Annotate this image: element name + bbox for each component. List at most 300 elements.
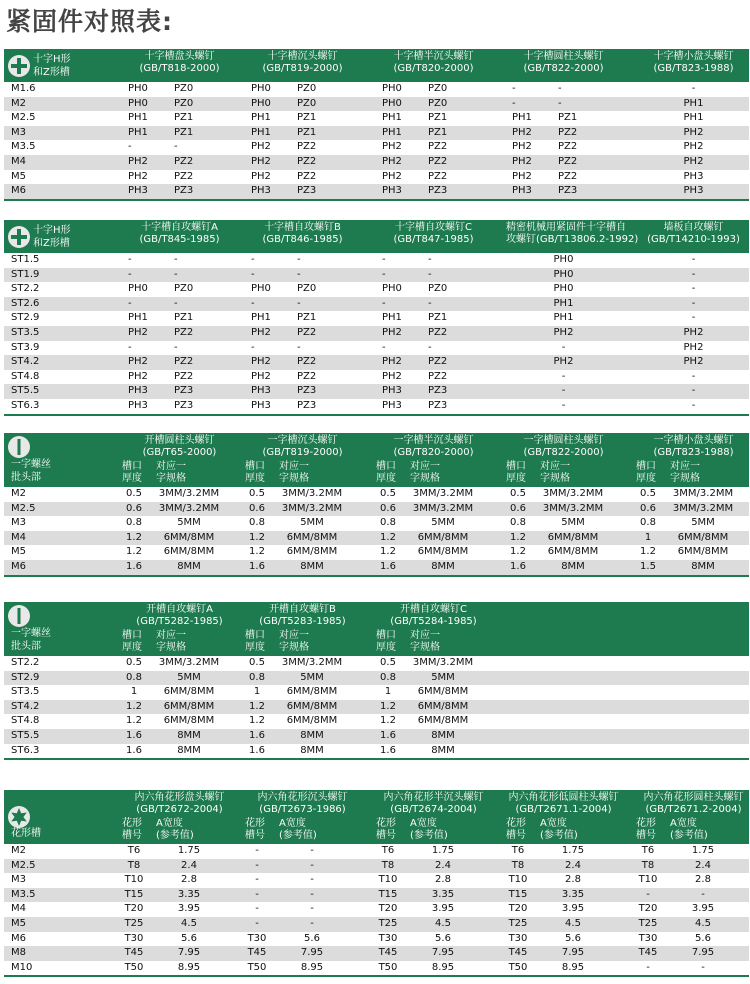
value-cell: T45 [638,947,658,959]
table-row [4,341,749,356]
table-row [4,253,749,268]
table-row [4,126,749,141]
value-cell: 5MM [177,517,201,529]
value-cell: 3.35 [177,888,201,900]
table-body [4,844,749,975]
value-cell: PZ1 [558,112,578,124]
value-cell: PZ2 [558,141,578,153]
value-cell: 0.6 [126,502,142,514]
column-header: 开槽自攻螺钉B (GB/T5283-1985) [259,604,346,627]
value-cell: T20 [638,903,658,915]
value-cell: 0.6 [380,502,396,514]
value-cell: 1.6 [249,560,265,572]
value-cell: - [428,341,432,353]
value-cell: PZ3 [428,399,448,411]
value-cell: - [428,254,432,265]
phillips-cross-icon [8,55,30,77]
table-slotted [4,602,749,760]
value-cell: PZ2 [558,155,578,167]
value-cell: 6MM/8MM [417,531,469,543]
value-cell: 4.5 [435,917,451,929]
value-cell: - [701,888,705,900]
column-header: 内六角花形盘头螺钉 (GB/T2672-2004) [134,792,225,815]
value-cell: T8 [641,859,655,871]
value-cell: - [255,903,259,915]
value-cell: - [128,268,132,280]
value-cell: - [382,297,386,309]
value-cell: PZ3 [297,185,317,197]
value-cell: PZ1 [297,112,317,124]
value-cell: PZ3 [428,385,448,397]
value-cell: 8MM [177,744,201,756]
value-cell: 1.6 [380,729,396,741]
size-cell: M6 [11,560,26,572]
row-header-label: 十字H形 和Z形槽 [33,53,71,78]
value-cell: PZ0 [428,97,448,109]
value-cell: 6MM/8MM [163,531,215,543]
table-phillips [4,220,749,416]
value-cell: PH2 [128,326,148,338]
value-cell: T10 [124,874,144,886]
size-cell: M3 [11,126,26,138]
value-cell: T50 [124,961,144,973]
table-slotted [4,433,749,577]
value-cell: 6MM/8MM [163,715,215,727]
value-cell: - [558,83,562,94]
value-cell: 1.6 [380,744,396,756]
value-cell: 5.6 [695,932,711,944]
value-cell: T20 [124,903,144,915]
value-cell: T30 [124,932,144,944]
value-cell: 0.6 [510,502,526,514]
column-subheader: 对应一 字规格 [540,461,570,484]
value-cell: 1.2 [249,546,265,558]
value-cell: - [128,254,132,265]
table-row [4,268,749,283]
value-cell: - [561,341,566,353]
table-row [4,155,749,170]
column-header: 开槽圆柱头螺钉 (GB/T65-2000) [142,435,217,458]
column-subheader: A宽度 (参考值) [156,818,194,841]
value-cell: 1.75 [177,845,201,856]
value-cell: PH2 [251,155,271,167]
value-cell: T15 [378,888,398,900]
column-subheader: 对应一 字规格 [279,630,309,653]
value-cell: PH3 [251,185,271,197]
value-cell: 2.4 [181,859,197,871]
value-cell: 1.75 [431,845,455,856]
value-cell: PZ2 [428,326,448,338]
value-cell: PH0 [382,283,402,295]
value-cell: - [251,268,255,280]
value-cell: - [310,845,314,856]
value-cell: T25 [508,917,528,929]
table-row [4,384,749,399]
row-header-label: 花形槽 [11,828,41,839]
table-row [4,531,749,546]
size-cell: M2.5 [11,859,36,871]
value-cell: 6MM/8MM [417,686,469,698]
value-cell: 3MM/3.2MM [281,502,343,514]
value-cell: T25 [124,917,144,929]
column-header: 精密机械用紧固件十字槽自 攻螺钉(GB/T13806.2-1992) [506,222,639,245]
value-cell: PZ0 [174,283,194,295]
table-row [4,516,749,531]
size-cell: ST2.2 [11,283,40,295]
value-cell: 8MM [300,560,324,572]
table-row [4,729,749,744]
value-cell: - [251,297,255,309]
value-cell: PH1 [128,312,148,324]
value-cell: 1.5 [640,560,656,572]
size-cell: ST3.5 [11,686,40,698]
value-cell: - [691,370,696,382]
slotted-bit-icon [8,605,30,627]
value-cell: 6MM/8MM [286,700,338,712]
table-row [4,560,749,575]
value-cell: - [310,874,314,886]
value-cell: - [297,341,301,353]
table-row [4,744,749,759]
value-cell: - [646,888,650,900]
value-cell: PH3 [251,385,271,397]
column-subheader: 槽口 厚度 [376,461,396,484]
value-cell: PH0 [251,97,271,109]
table-header [4,49,749,82]
value-cell: PZ1 [174,126,194,138]
value-cell: 2.8 [181,874,197,886]
value-cell: T10 [508,874,528,886]
value-cell: - [428,268,432,280]
value-cell: - [251,341,255,353]
column-subheader: 对应一 字规格 [279,461,309,484]
size-cell: M10 [11,961,33,973]
value-cell: PH2 [251,356,271,368]
value-cell: 1.2 [126,531,142,543]
value-cell: 3MM/3.2MM [158,657,220,668]
row-header-label: 十字H形 和Z形槽 [33,224,71,249]
value-cell: T6 [511,845,525,856]
value-cell: PH1 [128,126,148,138]
value-cell: T8 [381,859,395,871]
value-cell: T45 [124,947,144,959]
value-cell: - [128,141,132,153]
table-row [4,82,749,97]
value-cell: 0.5 [126,657,142,668]
value-cell: 5MM [177,671,201,683]
value-cell: 8MM [177,729,201,741]
value-cell: - [561,370,566,382]
phillips-cross-icon [8,226,30,248]
value-cell: PZ2 [297,155,317,167]
value-cell: PH1 [128,112,148,124]
value-cell: 0.5 [249,657,265,668]
size-cell: M4 [11,531,26,543]
value-cell: 5.6 [435,932,451,944]
value-cell: 2.4 [435,859,451,871]
column-header: 一字槽半沉头螺钉 (GB/T820-2000) [393,435,474,458]
value-cell: T8 [511,859,525,871]
value-cell: PH3 [382,385,402,397]
value-cell: 1.2 [126,546,142,558]
table-row [4,111,749,126]
value-cell: PH3 [512,185,532,197]
value-cell: PH2 [251,141,271,153]
column-subheader: 槽口 厚度 [122,461,142,484]
value-cell: 1.2 [640,546,656,558]
size-cell: ST4.2 [11,356,40,368]
size-cell: ST6.3 [11,399,40,411]
table-row [4,656,749,671]
value-cell: 6MM/8MM [547,531,599,543]
value-cell: 7.95 [300,947,324,959]
size-cell: ST2.9 [11,312,40,324]
value-cell: PH1 [251,126,271,138]
value-cell: 8MM [431,744,455,756]
value-cell: 1.75 [691,845,715,856]
value-cell: PH3 [382,399,402,411]
value-cell: 3MM/3.2MM [158,502,220,514]
header-row-label-cell [4,220,78,253]
value-cell: 1.75 [561,845,585,856]
value-cell: 1.6 [249,729,265,741]
value-cell: 6MM/8MM [286,531,338,543]
value-cell: 3MM/3.2MM [412,657,474,668]
value-cell: - [701,961,705,973]
value-cell: 6MM/8MM [677,546,729,558]
value-cell: - [382,268,386,280]
value-cell: 8MM [691,560,715,572]
value-cell: 3MM/3.2MM [281,488,343,499]
column-subheader: A宽度 (参考值) [410,818,448,841]
value-cell: 0.5 [249,488,265,499]
value-cell: PH2 [251,326,271,338]
value-cell: T50 [378,961,398,973]
value-cell: T25 [638,917,658,929]
value-cell: PZ2 [428,370,448,382]
value-cell: PZ3 [174,399,194,411]
value-cell: 1.6 [510,560,526,572]
size-cell: M3.5 [11,888,36,900]
value-cell: PZ1 [428,112,448,124]
value-cell: T30 [378,932,398,944]
value-cell: 5.6 [181,932,197,944]
value-cell: 0.5 [126,488,142,499]
value-cell: T15 [124,888,144,900]
value-cell: PZ0 [297,97,317,109]
value-cell: PZ3 [174,185,194,197]
value-cell: 1.6 [380,560,396,572]
value-cell: PH2 [128,170,148,182]
value-cell: PH1 [553,297,574,309]
column-header: 一字槽圆柱头螺钉 (GB/T822-2000) [523,435,604,458]
value-cell: PZ3 [297,385,317,397]
value-cell: PH0 [553,268,574,280]
value-cell: PZ2 [297,370,317,382]
column-header: 内六角花形圆柱头螺钉 (GB/T2671.2-2004) [643,792,744,815]
column-header: 开槽自攻螺钉A (GB/T5282-1985) [136,604,223,627]
value-cell: 5.6 [304,932,320,944]
column-header: 十字槽自攻螺钉C (GB/T847-1985) [393,222,474,245]
value-cell: - [512,83,516,94]
value-cell: PZ3 [297,399,317,411]
value-cell: 3MM/3.2MM [542,502,604,514]
column-subheader: A宽度 (参考值) [279,818,317,841]
value-cell: PH3 [251,399,271,411]
value-cell: 8MM [431,729,455,741]
column-subheader: 槽口 厚度 [245,630,265,653]
value-cell: 7.95 [431,947,455,959]
column-subheader: 花形 槽号 [506,818,526,841]
table-header [4,220,749,253]
table-row [4,844,749,859]
column-subheader: 花形 槽号 [636,818,656,841]
table-row [4,932,749,947]
value-cell: 0.5 [380,657,396,668]
value-cell: 8.95 [431,961,455,973]
value-cell: 1.2 [380,700,396,712]
value-cell: PZ2 [558,170,578,182]
value-cell: T45 [508,947,528,959]
value-cell: 0.8 [126,517,142,529]
value-cell: - [691,399,696,411]
size-cell: ST5.5 [11,385,40,397]
table-row [4,888,749,903]
value-cell: T15 [508,888,528,900]
column-subheader: 对应一 字规格 [410,461,440,484]
table-row [4,859,749,874]
value-cell: PH2 [683,356,704,368]
size-cell: M2 [11,97,26,109]
value-cell: 8MM [300,744,324,756]
table-body [4,82,749,199]
size-cell: ST2.6 [11,297,40,309]
value-cell: - [297,297,301,309]
value-cell: 1.2 [380,531,396,543]
value-cell: PZ2 [297,326,317,338]
value-cell: PH2 [683,326,704,338]
value-cell: PH2 [512,170,532,182]
value-cell: 3.35 [431,888,455,900]
value-cell: 0.8 [380,517,396,529]
value-cell: 1.2 [126,715,142,727]
column-header: 一字槽小盘头螺钉 (GB/T823-1988) [653,435,734,458]
value-cell: - [561,385,566,397]
column-header: 内六角花形低圆柱头螺钉 (GB/T2671.1-2004) [508,792,619,815]
column-header: 开槽自攻螺钉C (GB/T5284-1985) [390,604,477,627]
value-cell: T8 [127,859,141,871]
value-cell: 1.2 [126,700,142,712]
value-cell: PZ2 [174,326,194,338]
value-cell: 1.2 [380,715,396,727]
value-cell: - [691,254,696,265]
value-cell: PH3 [128,185,148,197]
value-cell: 1 [253,686,261,698]
value-cell: 0.8 [126,671,142,683]
value-cell: PH2 [382,170,402,182]
value-cell: PH2 [683,126,704,138]
table-torx [4,790,749,977]
value-cell: PZ1 [174,312,194,324]
value-cell: 5.6 [565,932,581,944]
value-cell: T20 [508,903,528,915]
column-subheader: 花形 槽号 [376,818,396,841]
table-row [4,487,749,502]
size-cell: M6 [11,185,26,197]
value-cell: 4.5 [181,917,197,929]
value-cell: 1.2 [249,715,265,727]
value-cell: 8.95 [561,961,585,973]
value-cell: - [691,385,696,397]
value-cell: PH2 [128,370,148,382]
table-row [4,355,749,370]
value-cell: - [174,268,178,280]
column-header: 内六角花形沉头螺钉 (GB/T2673-1986) [257,792,348,815]
column-subheader: 槽口 厚度 [636,461,656,484]
column-header: 一字槽沉头螺钉 (GB/T819-2000) [262,435,343,458]
value-cell: PZ2 [558,126,578,138]
value-cell: PH3 [128,385,148,397]
table-row [4,502,749,517]
value-cell: PZ2 [428,356,448,368]
value-cell: 5MM [561,517,585,529]
value-cell: PZ2 [297,141,317,153]
value-cell: 8.95 [300,961,324,973]
value-cell: 1 [644,531,652,543]
value-cell: PH3 [683,170,704,182]
value-cell: 1.2 [380,546,396,558]
size-cell: ST2.2 [11,657,40,668]
value-cell: 0.8 [640,517,656,529]
value-cell: 1.2 [249,531,265,543]
column-header: 内六角花形半沉头螺钉 (GB/T2674-2004) [383,792,484,815]
size-cell: M3.5 [11,141,36,153]
value-cell: PH3 [128,399,148,411]
size-cell: M2.5 [11,112,36,124]
table-header [4,602,749,656]
value-cell: T25 [378,917,398,929]
value-cell: - [310,859,314,871]
value-cell: - [174,254,178,265]
value-cell: - [561,399,566,411]
value-cell: - [310,888,314,900]
size-cell: ST3.5 [11,326,40,338]
value-cell: PH2 [683,141,704,153]
size-cell: M5 [11,546,26,558]
value-cell: - [382,254,386,265]
value-cell: 2.8 [435,874,451,886]
table-row [4,184,749,199]
table-body [4,487,749,575]
table-row [4,902,749,917]
value-cell: PZ2 [174,370,194,382]
value-cell: - [255,874,259,886]
page-title: 紧固件对照表: [6,7,173,36]
value-cell: PH0 [553,254,574,265]
value-cell: 3MM/3.2MM [158,488,220,499]
value-cell: PH2 [128,356,148,368]
column-subheader: 槽口 厚度 [376,630,396,653]
value-cell: T45 [247,947,267,959]
value-cell: T6 [381,845,395,856]
value-cell: PH1 [382,126,402,138]
column-subheader: 槽口 厚度 [122,630,142,653]
value-cell: 3.95 [431,903,455,915]
value-cell: PZ2 [174,155,194,167]
table-row [4,700,749,715]
value-cell: PH2 [553,326,574,338]
value-cell: - [255,917,259,929]
